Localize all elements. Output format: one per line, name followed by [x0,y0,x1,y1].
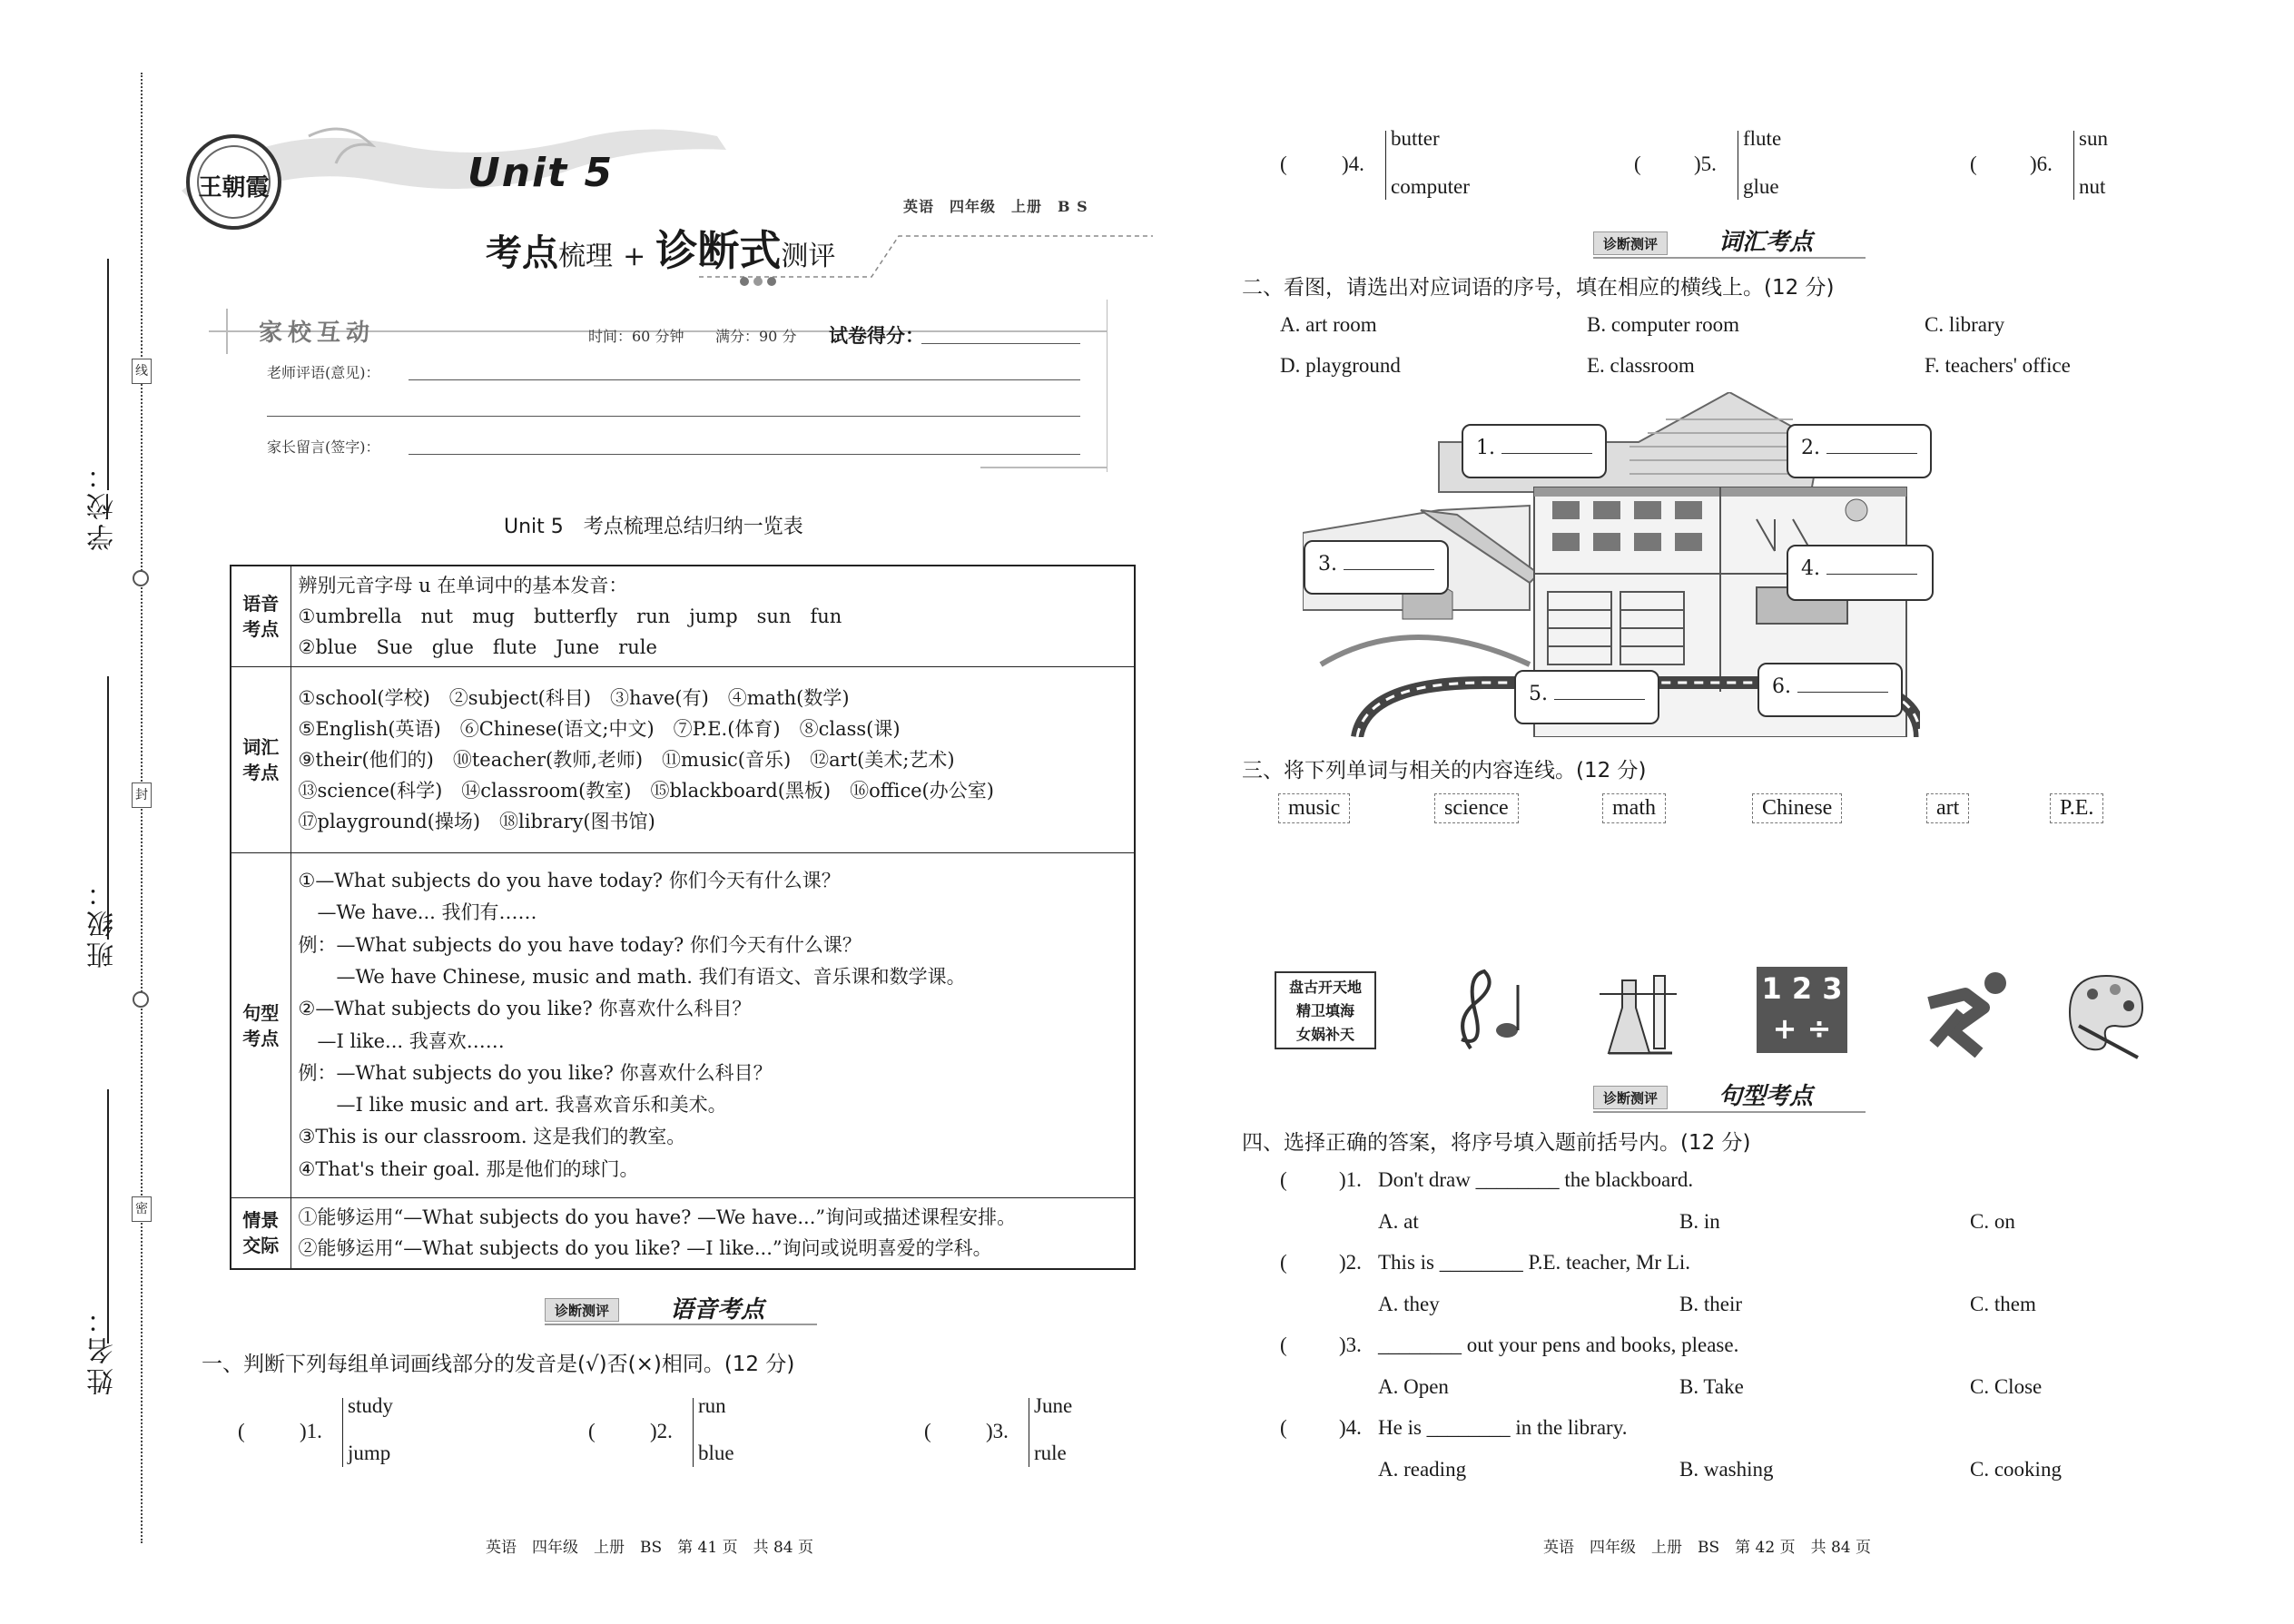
match-word[interactable]: math [1602,793,1666,823]
question-number: )2. [1339,1251,1362,1274]
content-line: ①school(学校) ②subject(科目) ③have(有) ④math(数学) [298,687,850,709]
content-line: 辨别元音字母 u 在单词中的基本发音： [298,575,628,596]
teacher-comment-line[interactable] [267,416,1080,417]
phonics-badge-title: 语音考点 [670,1296,765,1324]
callout-blank[interactable] [1757,663,1903,717]
word-brace [2073,131,2074,200]
story-line: 盘古开天地 [1288,979,1362,996]
summary-row [231,853,1135,1198]
section2-title: 二、看图，请选出对应词语的序号，填在相应的横线上。(12 分) [1242,276,1835,300]
choice-c[interactable]: C. Close [1970,1375,2043,1398]
row-content [290,667,1135,853]
section1-title: 一、判断下列每组单词画线部分的发音是(√)否(×)相同。(12 分) [202,1353,795,1376]
title-plus: + [623,241,646,272]
badge-underline [1593,257,1866,259]
teacher-comment-line[interactable] [409,379,1080,380]
paint-palette-icon[interactable] [2052,962,2151,1062]
option-a: A. art room [1280,313,1377,336]
label-line: 考点 [242,618,280,641]
teacher-comment-label: 老师评语(意见)： [267,364,380,381]
option-c: C. library [1925,313,2005,336]
content-line: ⑬science(科学) ⑭classroom(教室) ⑮blackboard(黑板) ⑯office(办公室) [298,780,994,802]
logo-seal [186,134,281,230]
match-word[interactable]: Chinese [1752,793,1842,823]
content-line: ⑤English(英语) ⑥Chinese(语文;中文) ⑦P.E.(体育) ⑧class(课) [298,718,901,741]
question-stem: ________ out your pens and books, please. [1378,1334,1739,1356]
full-score-info: 满分：90 分 [715,328,797,345]
story-line: 女娲补天 [1295,1026,1354,1043]
binding-dotted-line [141,73,143,1543]
label-line: 词汇 [242,736,280,759]
school-write-line[interactable] [107,259,109,490]
item-number: )2. [650,1420,673,1442]
option-d: D. playground [1280,354,1401,377]
callout-number: 1. [1476,437,1495,459]
item-number: )1. [300,1420,322,1442]
badge-underline [545,1324,817,1325]
choice-b[interactable]: B. Take [1679,1375,1744,1398]
choice-b[interactable]: B. washing [1679,1458,1774,1481]
answer-bracket[interactable]: ( [1280,1168,1287,1191]
header-dashed-ornament [690,204,1162,290]
word-brace [693,1398,694,1467]
callout-blank[interactable] [1462,424,1607,478]
callout-blank[interactable] [1304,540,1449,595]
content-line: 例：—What subjects do you have today? 你们今天有什么课？ [298,933,861,956]
option-b: B. computer room [1587,313,1739,336]
match-word[interactable]: music [1278,793,1350,823]
callout-number: 4. [1801,557,1820,580]
match-word[interactable]: P.E. [2050,793,2103,823]
row-label [231,566,290,667]
content-line: 例：—What subjects do you like? 你喜欢什么科目？ [298,1061,773,1084]
answer-bracket[interactable]: ( [588,1420,596,1442]
science-lab-icon[interactable] [1590,962,1690,1058]
choice-c[interactable]: C. on [1970,1210,2015,1233]
answer-bracket[interactable]: ( [1280,153,1287,175]
row-content [290,566,1135,667]
parent-comment-line[interactable] [409,454,1080,455]
parent-comment-label: 家长留言(签字)： [267,438,380,456]
item-number: )3. [986,1420,1009,1442]
item-number: )5. [1694,153,1717,175]
callout-number: 3. [1318,553,1337,576]
word-b: computer [1391,175,1470,198]
content-line: ④That's their goal. 那是他们的球门。 [298,1157,639,1180]
score-blank[interactable] [921,343,1080,344]
answer-bracket[interactable]: ( [1970,153,1977,175]
answer-blank[interactable] [1826,574,1917,575]
time-info: 时间：60 分钟 [588,328,684,345]
word-b: glue [1743,175,1779,198]
title-part: 测评 [781,241,836,272]
choice-c[interactable]: C. cooking [1970,1458,2062,1481]
section-badge: 诊断测评 [1593,1086,1668,1109]
answer-bracket[interactable]: ( [238,1420,245,1442]
match-word[interactable]: art [1926,793,1969,823]
content-line: —I like... 我喜欢…… [298,1029,505,1052]
answer-bracket[interactable]: ( [1634,153,1641,175]
binding-hole [133,991,149,1008]
label-line: 考点 [242,1027,280,1049]
binding-mark: 封 [132,782,152,808]
summary-row [231,1198,1135,1269]
badge-underline [1593,1111,1866,1113]
section-badge: 诊断测评 [545,1298,619,1322]
binding-mark: 密 [132,1196,152,1222]
row-content [290,853,1135,1198]
word-a: butter [1391,127,1440,150]
binding-mark: 线 [132,359,152,384]
row-content [290,1198,1135,1269]
callout-blank[interactable] [1787,424,1932,478]
row-label [231,667,290,853]
choice-b[interactable]: B. their [1679,1293,1742,1315]
label-line: 句型 [242,1001,280,1024]
series-tag: 英语 四年级 上册 B S [903,198,1088,215]
answer-blank[interactable] [1344,569,1434,570]
math-symbols-icon[interactable] [1757,967,1847,1086]
word-a: flute [1743,127,1782,150]
content-line: ③This is our classroom. 这是我们的教室。 [298,1126,686,1148]
answer-bracket[interactable]: ( [1280,1416,1287,1439]
page-footer-right: 英语 四年级 上册 BS 第 42 页 共 84 页 [1543,1539,1872,1557]
word-a: run [698,1394,726,1417]
content-line: ⑰playground(操场) ⑱library(图书馆) [298,811,655,833]
word-brace [1385,131,1386,200]
row-label [231,853,290,1198]
content-line: ②能够运用“—What subjects do you like? —I like...”询问或说明喜爱的学科。 [298,1237,992,1260]
answer-blank[interactable] [1797,692,1888,693]
callout-blank[interactable] [1787,545,1934,601]
answer-blank[interactable] [1554,699,1645,700]
choice-c[interactable]: C. them [1970,1293,2036,1315]
class-label: 班级： [87,876,119,969]
callout-number: 2. [1801,437,1820,459]
answer-bracket[interactable]: ( [1280,1334,1287,1356]
item-number: )6. [2030,153,2053,175]
content-line: ②—What subjects do you like? 你喜欢什么科目？ [298,998,752,1020]
content-line: ②blue Sue glue flute June rule [298,636,657,659]
word-b: rule [1034,1442,1067,1464]
math-operators: + ÷ × [1772,1011,1832,1086]
summary-title: Unit 5 考点梳理总结归纳一览表 [504,516,803,538]
word-b: nut [2079,175,2106,198]
question-number: )1. [1339,1168,1362,1191]
score-label: 试卷得分： [829,324,924,347]
choice-a[interactable]: A. they [1378,1293,1440,1315]
question-number: )4. [1339,1416,1362,1439]
summary-row [231,566,1135,667]
unit-title: Unit 5 [468,150,615,196]
title-part: 诊断式 [655,226,782,275]
question-stem: This is ________ P.E. teacher, Mr Li. [1378,1251,1691,1274]
logo-text: 王朝霞 [198,174,270,201]
story-box[interactable] [1275,971,1376,1049]
question-stem: Don't draw ________ the blackboard. [1378,1168,1694,1191]
word-b: blue [698,1442,734,1464]
home-school-label: 家校互动 [259,320,376,347]
page-footer-left: 英语 四年级 上册 BS 第 41 页 共 84 页 [486,1539,814,1557]
title-part: 考点 [486,231,558,274]
answer-blank[interactable] [1826,453,1917,454]
sentence-badge-title: 句型考点 [1718,1083,1814,1110]
word-a: sun [2079,127,2108,150]
section3-title: 三、将下列单词与相关的内容连线。(12 分) [1242,759,1647,782]
choice-b[interactable]: B. in [1679,1210,1720,1233]
story-line: 精卫填海 [1295,1002,1354,1019]
callout-number: 5. [1529,683,1548,705]
word-brace [342,1398,343,1467]
binding-hole [133,570,149,586]
answer-bracket[interactable]: ( [924,1420,931,1442]
row-label [231,1198,290,1269]
choice-a[interactable]: A. at [1378,1210,1419,1233]
choice-a[interactable]: A. Open [1378,1375,1449,1398]
section-badge: 诊断测评 [1593,231,1668,255]
question-stem: He is ________ in the library. [1378,1416,1628,1439]
label-line: 情景 [242,1209,280,1232]
content-line: —We have... 我们有…… [298,901,537,924]
label-line: 交际 [242,1235,280,1257]
option-e: E. classroom [1587,354,1695,377]
item-number: )4. [1342,153,1364,175]
answer-blank[interactable] [1501,453,1592,454]
music-note-icon[interactable] [1434,967,1534,1058]
choice-a[interactable]: A. reading [1378,1458,1467,1481]
label-line: 语音 [242,593,280,615]
content-line: ⑨their(他们的) ⑩teacher(教师,老师) ⑪music(音乐) ⑫art(美术;艺术) [298,749,955,772]
summary-row [231,667,1135,853]
match-word[interactable]: science [1434,793,1519,823]
word-b: jump [348,1442,391,1464]
option-f: F. teachers' office [1925,354,2071,377]
content-line: ①能够运用“—What subjects do you have? —We have...”询问或描述课程安排。 [298,1206,1017,1229]
name-label: 姓名： [87,1303,119,1395]
title-part: 梳理 [558,241,613,272]
content-line: ①umbrella nut mug butterfly run jump sun fun [298,605,842,628]
content-line: —I like music and art. 我喜欢音乐和美术。 [298,1094,727,1117]
callout-number: 6. [1772,675,1791,698]
answer-bracket[interactable]: ( [1280,1251,1287,1274]
running-person-icon[interactable] [1915,967,2015,1058]
label-line: 考点 [242,762,280,784]
word-a: June [1034,1394,1073,1417]
callout-blank[interactable] [1514,670,1659,724]
question-number: )3. [1339,1334,1362,1356]
math-numbers: 1 2 3 [1761,971,1843,1006]
section4-title: 四、选择正确的答案，将序号填入题前括号内。(12 分) [1242,1131,1751,1155]
school-label: 学校： [87,458,119,551]
vocab-badge-title: 词汇考点 [1718,229,1814,256]
summary-table [230,565,1136,1270]
content-line: —We have Chinese, music and math. 我们有语文、音乐课和数学课。 [298,966,966,989]
word-a: study [348,1394,393,1417]
content-line: ①—What subjects do you have today? 你们今天有什么课？ [298,870,841,892]
